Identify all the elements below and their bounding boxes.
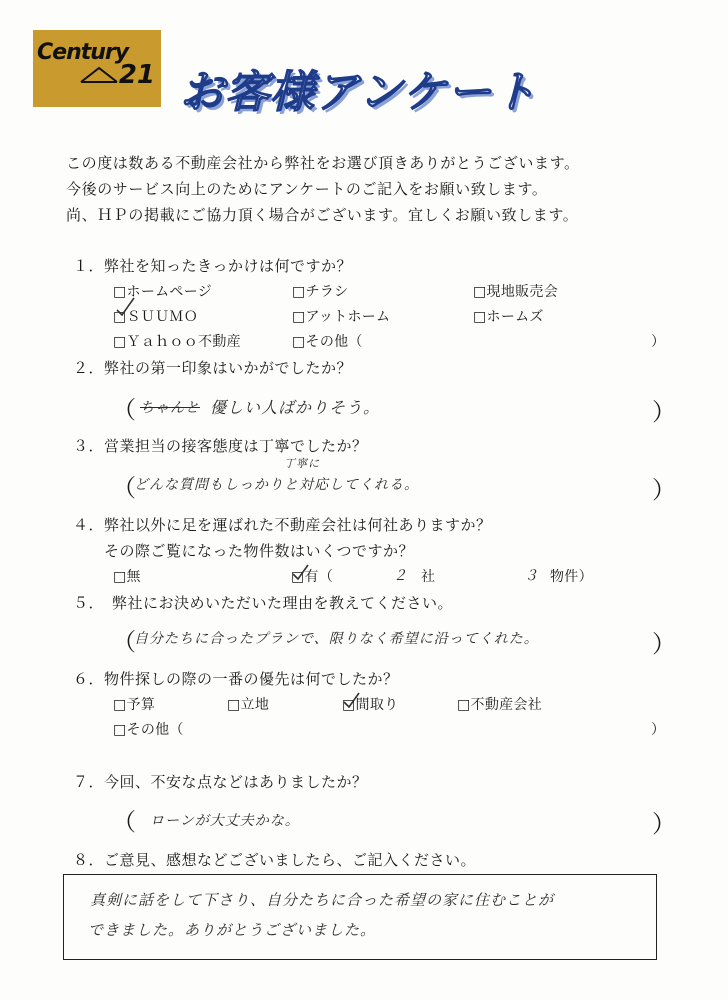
- intro-line-3: 尚、ＨＰの掲載にご協力頂く場合がございます。宜しくお願い致します。: [66, 206, 579, 224]
- q7-question: ７．今回、不安な点などはありましたか？: [73, 773, 368, 791]
- q1-option-suumo[interactable]: □ＳＵＵＭＯ: [113, 309, 199, 325]
- logo-number: 21: [118, 60, 155, 90]
- q6-option-location[interactable]: □立地: [227, 697, 270, 713]
- q8-answer-line-2: できました。ありがとうございました。: [88, 921, 377, 939]
- q4-option-yes[interactable]: □有（: [291, 569, 334, 585]
- q6-option-floorplan[interactable]: □間取り: [342, 697, 399, 713]
- intro-line-1: この度は数ある不動産会社から弊社をお選び頂きありがとうございます。: [66, 154, 580, 172]
- logo-word: Century: [37, 40, 129, 65]
- q1-option-yahoo[interactable]: □Ｙａｈｏｏ不動産: [113, 334, 241, 350]
- q2-close-paren: ）: [652, 398, 676, 426]
- house-roof-icon: [79, 64, 119, 84]
- q7-close-paren: ）: [652, 810, 676, 838]
- q8-answer-line-1: 真剣に話をして下さり、自分たちに合った希望の家に住むことが: [90, 891, 555, 909]
- q8-question: ８．ご意見、感想などございましたら、ご記入ください。: [73, 851, 477, 869]
- q2-question: ２．弊社の第一印象はいかがでしたか？: [73, 359, 353, 377]
- q1-option-flyer[interactable]: □チラシ: [292, 284, 349, 300]
- q6-option-other[interactable]: □その他（: [113, 722, 184, 738]
- checkmark-icon: [290, 562, 312, 582]
- q3-question: ３．営業担当の接客態度は丁寧でしたか？: [73, 437, 368, 455]
- q7-open-paren: （: [112, 808, 136, 836]
- comment-box[interactable]: [63, 874, 657, 960]
- q2-answer: 優しい人ばかりそう。: [210, 398, 381, 417]
- q1-option-homepage[interactable]: □ホームページ: [113, 284, 213, 300]
- q4-question-2: その際ご覧になった物件数はいくつですか？: [104, 542, 415, 560]
- q5-question: ５． 弊社にお決めいただいた理由を教えてください。: [73, 594, 454, 612]
- q1-option-homes[interactable]: □ホームズ: [473, 309, 544, 325]
- q6-option-realestate[interactable]: □不動産会社: [457, 697, 543, 713]
- q4-properties-unit: 物件）: [550, 569, 593, 585]
- q4-properties-count: ３: [524, 568, 539, 584]
- q1-question: １．弊社を知ったきっかけは何ですか？: [73, 257, 353, 275]
- q3-close-paren: ）: [652, 476, 676, 504]
- q4-question: ４．弊社以外に足を運ばれた不動産会社は何社ありますか？: [73, 516, 492, 534]
- q4-companies-unit: 社: [421, 569, 436, 585]
- q5-close-paren: ）: [652, 630, 676, 658]
- q2-crossed-text: ちゃんと: [140, 400, 200, 416]
- q2-open-paren: （: [112, 396, 136, 424]
- q5-open-paren: （: [112, 628, 136, 656]
- q6-option-budget[interactable]: □予算: [113, 697, 156, 713]
- checkmark-icon: [114, 296, 136, 316]
- q3-insert-text: 丁寧に: [284, 457, 320, 470]
- q7-answer: ローンが大丈夫かな。: [150, 813, 300, 829]
- q1-option-athome[interactable]: □アットホーム: [292, 309, 391, 325]
- q4-companies-count: ２: [393, 568, 408, 584]
- q5-answer: 自分たちに合ったプランで、限りなく希望に沿ってくれた。: [134, 631, 539, 647]
- q4-option-none[interactable]: □無: [113, 569, 141, 585]
- intro-line-2: 今後のサービス向上のためにアンケートのご記入をお願い致します。: [66, 180, 548, 198]
- q3-open-paren: （: [112, 474, 136, 502]
- q1-option-onsite-sale[interactable]: □現地販売会: [473, 284, 559, 300]
- q6-close-paren: ）: [651, 722, 666, 738]
- century21-logo: [33, 30, 161, 107]
- q1-option-other[interactable]: □その他（: [292, 334, 363, 350]
- checkmark-icon: [341, 690, 363, 710]
- q1-close-paren: ）: [651, 334, 666, 350]
- q3-answer: どんな質問もしっかりと対応してくれる。: [134, 477, 419, 493]
- q6-question: ６．物件探しの際の一番の優先は何でしたか？: [73, 670, 399, 688]
- page-title: お客様アンケート: [180, 67, 538, 118]
